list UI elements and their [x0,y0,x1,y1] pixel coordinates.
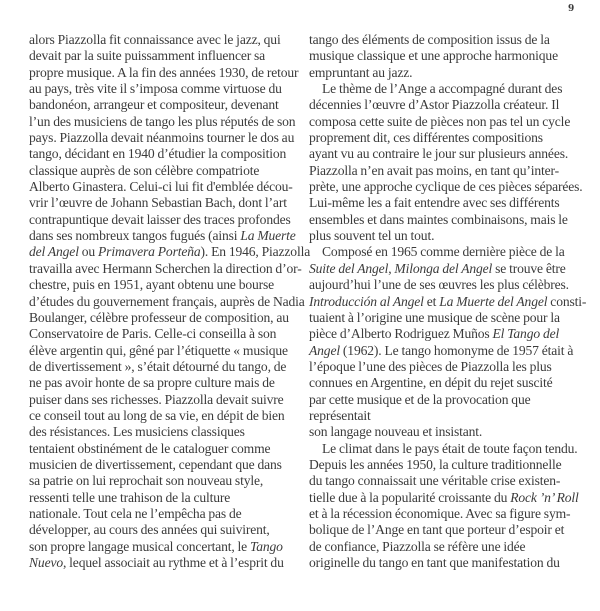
text-line: puiser dans ses richesses. Piazzolla devait suivre [29,391,284,407]
work-title: del Angel [29,244,79,260]
paragraph-start-line: Le climat dans le pays était de toute façon tendu. [322,440,578,456]
text-run: , lequel associait au rythme et à l’esprit du [62,555,284,570]
text-line: classique auprès de son célèbre compatriote [29,162,260,178]
work-title: El Tango del [492,326,560,342]
text-line: Piazzolla n’en avait pas moins, en tant qu’inter- [309,162,559,178]
text-run: (1962). Le tango homonyme de 1957 était à [339,342,574,358]
text-line: son langage nouveau et insistant. [309,424,483,440]
text-line: composa cette suite de pièces non pas tel un cycle [309,113,571,129]
text-line: contrapuntique devait laisser des traces profondes [29,211,291,227]
work-title: La Muerte [240,228,296,244]
text-line [309,343,584,359]
text-line: Conservatoire de Paris. Celle-ci conseilla à son [29,326,277,342]
text-line: bolique de l’Ange en tant que porteur d’espoir et [309,522,565,538]
work-title: Nuevo [29,555,63,570]
text-line: l’époque l’une des pièces de Piazzolla les plus [309,358,552,374]
text-run: consti- [547,293,587,309]
text-run: et [423,293,440,309]
text-line: et à la récession économique. Avec sa figure sym- [309,505,571,521]
text-line: développer, au cours des années qui suivirent, [29,522,270,538]
text-line: tango des éléments de composition issus de la [309,32,550,47]
text-line: de divertissement », s’était détourné du tango, de [29,358,287,374]
text-line: plus souvent tel un tout. [309,228,435,244]
text-line: devait par la suite puissamment influencer sa [29,48,266,64]
text-line: tentaient obstinément de le cataloguer comme [29,440,271,456]
text-line: prète, une approche cyclique de ces pièces séparées. [309,179,583,195]
text-run: ou [78,244,99,260]
text-line: tango, décidant en 1940 d’étudier la composition [29,146,287,162]
text-line: des résistances. Les musiciens classiques [29,424,245,440]
work-title: Rock ’n’ Roll [510,489,579,505]
text-line: Boulanger, célèbre professeur de composition, au [29,309,289,325]
text-line: aujourd’hui l’une de ses œuvres les plus célèbres. [309,277,569,293]
text-line: de confiance, Piazzolla se réfère une idée [309,538,526,554]
text-line: alors Piazzolla fit connaissance avec le jazz, qui [29,32,281,47]
text-line: travailla avec Hermann Scherchen la direction d’or- [29,260,302,276]
text-line [309,490,584,506]
text-line: musique classique et une approche harmonique [309,48,558,64]
text-line: propre musique. A la fin des années 1930, de retour [29,64,299,80]
text-line [29,228,301,244]
text-run: ). En 1946, Piazzolla [200,244,311,260]
text-line: par cette musique et de la provocation que [309,391,531,407]
text-line: empruntant au jazz. [309,64,413,80]
text-run: , [388,260,395,276]
text-line: Lui-même les a fait entendre avec ses différents [309,195,560,211]
text-line [29,555,301,571]
text-line: représentait [309,407,371,423]
text-line: ensembles et dans maintes combinaisons, mais le [309,211,568,227]
text-run: pièce d’Alberto Rodriguez Muños [309,326,493,342]
text-line: décennies l’œuvre d’Astor Piazzolla créateur. Il [309,97,560,113]
text-run: son propre langage musical concertant, le [29,538,251,554]
text-line: d’études du gouvernement français, auprès de Nadia [29,293,305,309]
work-title: La Muerte del Angel [439,293,548,309]
paragraph-start-line: Composé en 1965 comme dernière pièce de la [322,244,565,260]
text-line: originelle du tango en tant que manifestation du [309,555,560,570]
text-line [29,244,311,260]
text-line: l’un des musiciens de tango les plus réputés de son [29,113,296,129]
text-line: tuaient à l’origine une musique de scène pour la [309,309,560,325]
text-run: tielle due à la popularité croissante du [309,489,511,505]
text-line: au pays, très vite il s’imposa comme virtuose du [29,81,282,97]
work-title: Tango [250,538,283,554]
work-title: Primavera Porteña [98,244,201,260]
text-line: ce conseil tout au long de sa vie, en dépit de bien [29,407,285,423]
text-line: bandonéon, arrangeur et compositeur, devenant [29,97,279,113]
text-line: pays. Piazzolla devait néanmoins tourner le dos au [29,130,295,146]
text-line [309,261,584,277]
text-line: nationale. Tout cela ne l’empêcha pas de [29,505,242,521]
text-line [29,539,301,555]
work-title: Introducción al Angel [309,293,424,309]
work-title: Angel [309,342,340,358]
text-run: dans ses nombreux tangos fugués (ainsi [29,228,241,244]
text-line: du tango connaissait une véritable crise existen- [309,473,561,489]
right-column [309,32,587,571]
text-line: chestre, puis en 1951, ayant obtenu une bourse [29,277,275,293]
page-number: 9 [568,4,575,14]
text-line: élève argentin qui, gêné par l’étiquette « musique [29,342,288,358]
text-line: ayant vu au contraire le jour sur plusieurs années. [309,146,569,162]
text-line: ne pas avoir honte de sa propre culture mais de [29,375,275,391]
left-column [29,32,311,571]
text-line: vrir l’œuvre de Johann Sebastian Bach, dont l’art [29,195,287,211]
text-line [309,293,587,310]
text-run: se trouve être [492,260,566,276]
text-line [309,326,584,342]
work-title: Milonga del Angel [394,260,493,276]
text-line: musicien de divertissement, cependant que dans [29,456,282,472]
text-line: Depuis les années 1950, la culture traditionnelle [309,456,562,472]
work-title: Suite del Angel [309,260,389,276]
text-line: proprement dit, ces différentes compositions [309,130,543,146]
text-line: ressenti telle une trahison de la culture [29,489,231,505]
text-line: connues en Argentine, en dépit du rejet suscité [309,375,553,391]
paragraph-start-line: Le thème de l’Ange a accompagné durant des [322,81,563,97]
text-line: sa patrie on lui reprochait son nouveau style, [29,473,264,489]
text-line: Alberto Ginastera. Celui-ci lui fit d'emblée décou- [29,179,293,195]
